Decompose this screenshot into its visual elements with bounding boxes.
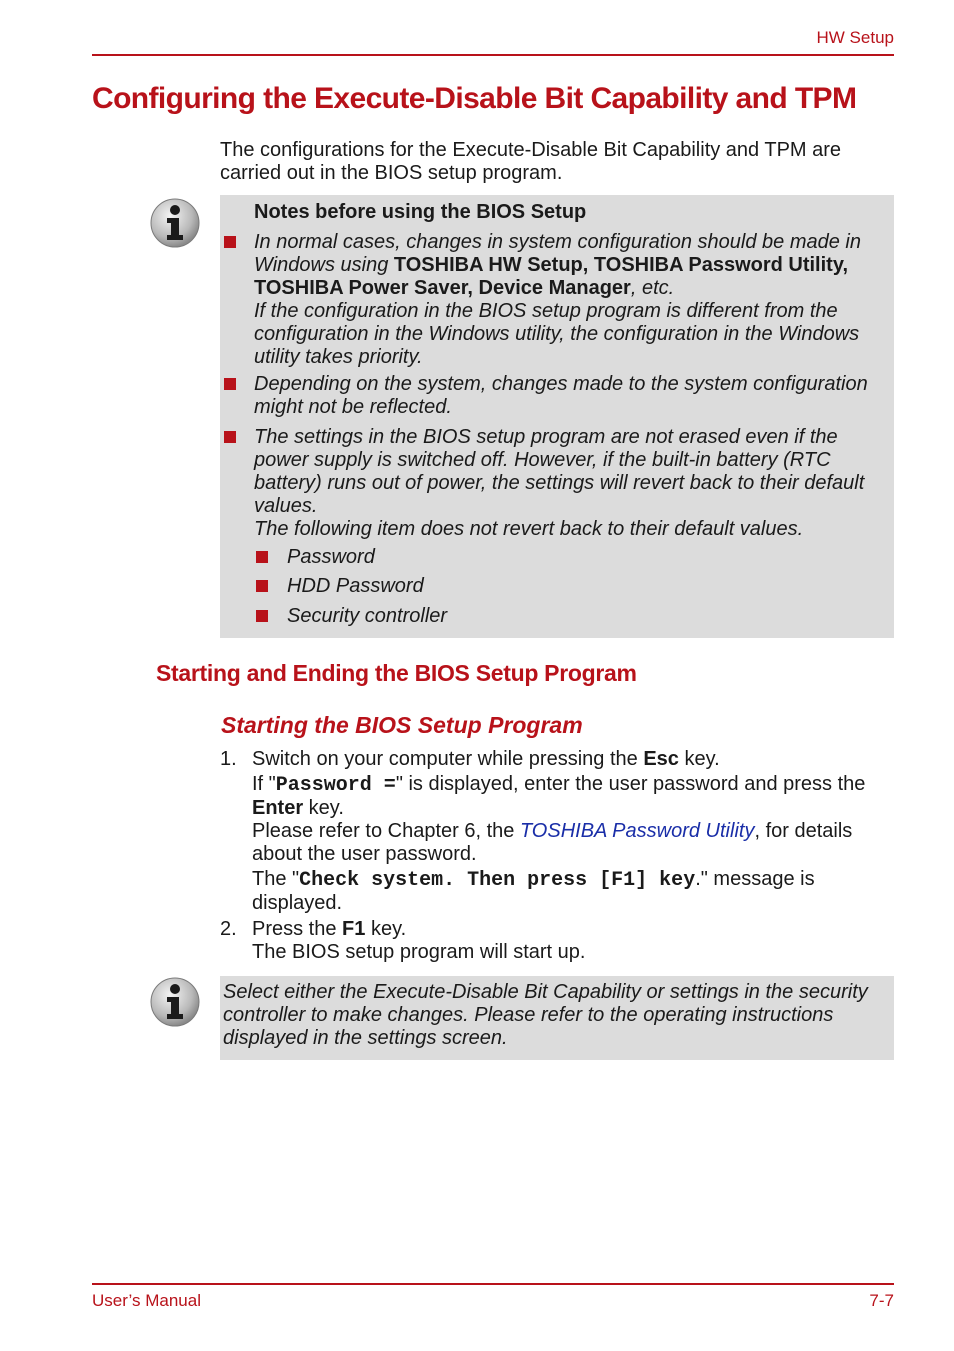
bullet-square: [256, 610, 268, 622]
bullet-square: [256, 580, 268, 592]
running-header: HW Setup: [816, 28, 894, 47]
note-subitem-password: Password: [287, 546, 375, 568]
intro-paragraph: The configurations for the Execute-Disable Bit Capability and TPM are carried out in the BIOS setup program.: [220, 139, 842, 184]
section-heading: Starting and Ending the BIOS Setup Program: [156, 660, 637, 686]
header-rule: [92, 54, 894, 56]
subsection-heading: Starting the BIOS Setup Program: [221, 712, 583, 738]
note-item-2: Depending on the system, changes made to the system configuration might not be reflected.: [254, 373, 868, 418]
step-2-text: Press the F1 key. The BIOS setup program will start up.: [252, 918, 586, 963]
bullet-square: [256, 551, 268, 563]
step-1-text: Switch on your computer while pressing the Esc key. If "Password =" is displayed, enter the user password and press the Enter key. Please refer to Chapter 6, the TOSHIBA Password Utility, for details about the user password. The "Check system. Then press [F1] key." message is displayed.: [252, 748, 866, 914]
bullet-square: [224, 431, 236, 443]
step-number: 2.: [220, 918, 237, 940]
note-heading: Notes before using the BIOS Setup: [254, 201, 587, 223]
note-subitem-security-controller: Security controller: [287, 605, 448, 627]
note-item-3: The settings in the BIOS setup program are not erased even if the power supply is switched off. However, if the built-in battery (RTC battery) runs out of power, the settings will revert back to their default values. The following item does not revert back to their default values.: [254, 426, 865, 540]
footer-manual-title: User’s Manual: [92, 1291, 201, 1310]
info-icon: [149, 976, 201, 1028]
page-number: 7-7: [869, 1291, 894, 1310]
note-item-1: In normal cases, changes in system configuration should be made in Windows using TOSHIBA HW Setup, TOSHIBA Password Utility, TOSHIBA Power Saver, Device Manager, etc. If the configuration in the BIOS setup program is different from the configuration in the Windows utility, the configuration in the Windows utility takes priority.: [254, 231, 862, 368]
step-number: 1.: [220, 748, 237, 770]
page-title: Configuring the Execute-Disable Bit Capability and TPM: [92, 82, 857, 115]
footer-rule: [92, 1283, 894, 1285]
note-subitem-hdd-password: HDD Password: [287, 575, 424, 597]
bullet-square: [224, 378, 236, 390]
toshiba-password-utility-link[interactable]: TOSHIBA Password Utility: [519, 820, 755, 842]
bullet-square: [224, 236, 236, 248]
note-security-text: Select either the Execute-Disable Bit Capability or settings in the security controller to make changes. Please refer to the operating instructions displayed in the settings screen.: [223, 981, 868, 1049]
info-icon: [149, 197, 201, 249]
